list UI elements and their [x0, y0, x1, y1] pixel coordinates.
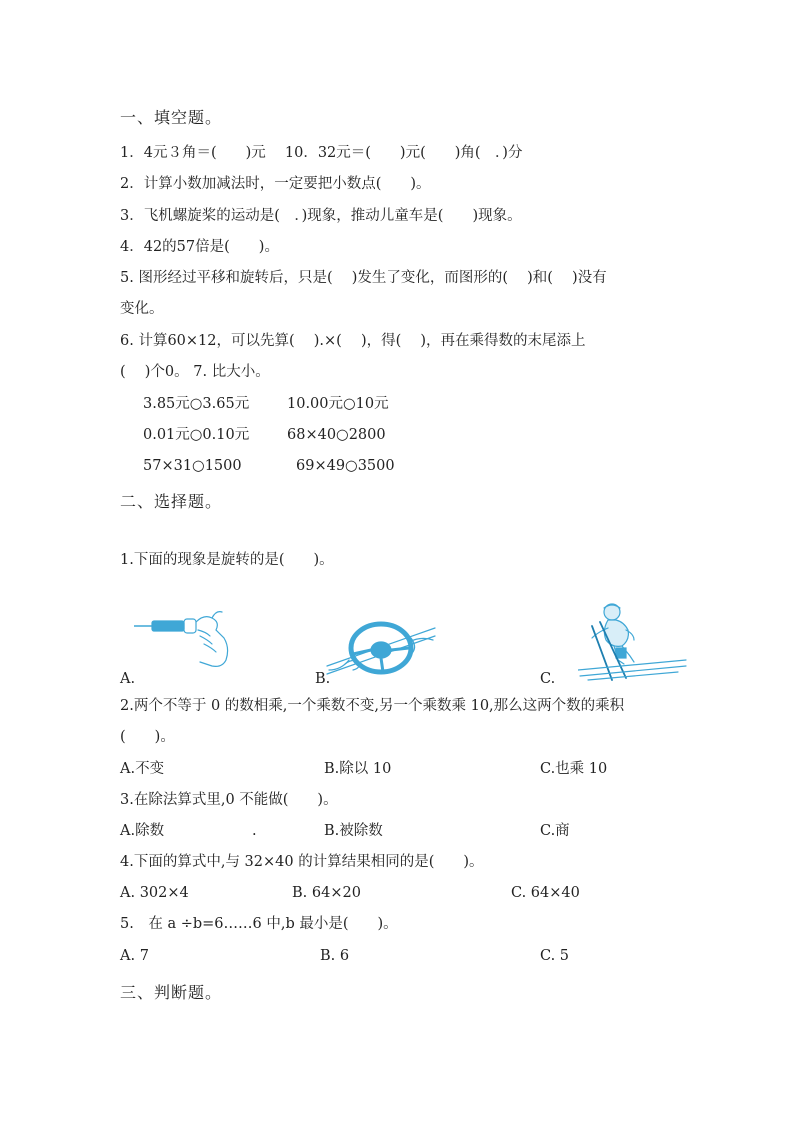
question-2-3-option-a: A.除数	[120, 823, 165, 839]
question-2-5-option-c: C. 5	[540, 948, 570, 964]
question-2-2-line1: 2.两个不等于 0 的数相乘,一个乘数不变,另一个乘数乘 10,那么这两个数的乘积	[120, 698, 625, 714]
compare-row1-right: 10.00元○10元	[287, 396, 389, 412]
compare-row1-left: 3.85元○3.65元	[143, 396, 250, 412]
compare-row3-right: 69×49○3500	[296, 458, 395, 474]
question-1-4: 4．42的57倍是( )。	[120, 239, 279, 255]
question-2-3: 3.在除法算式里,0 不能做( )。	[120, 792, 338, 808]
question-1-5-line1: 5. 图形经过平移和旋转后，只是( )发生了变化，而图形的( )和( )没有	[120, 270, 607, 286]
question-2-4-option-b: B. 64×20	[292, 885, 361, 901]
question-2-2-option-c: C.也乘 10	[540, 761, 608, 777]
picture-b-steering-wheel	[325, 608, 437, 680]
section-title-choice: 二、选择题。	[120, 492, 223, 511]
picture-c-skier	[578, 600, 688, 682]
question-2-4-option-a: A. 302×4	[120, 885, 189, 901]
question-2-1-option-a: A.	[120, 671, 136, 687]
question-1-3: 3．飞机螺旋桨的运动是( ．)现象，推动儿童车是( )现象。	[120, 208, 522, 224]
question-2-1-option-c: C.	[540, 671, 556, 687]
question-2-1-option-b: B.	[315, 671, 331, 687]
compare-row3-left: 57×31○1500	[143, 458, 242, 474]
section-title-fill-blank: 一、填空题。	[120, 108, 223, 127]
question-2-3-option-b: B.被除数	[324, 823, 383, 839]
question-1-5-line2: 变化。	[120, 301, 164, 317]
compare-row2-left: 0.01元○0.10元	[143, 427, 250, 443]
question-2-4: 4.下面的算式中,与 32×40 的计算结果相同的是( )。	[120, 854, 484, 870]
question-2-4-option-c: C. 64×40	[511, 885, 580, 901]
question-2-5-option-b: B. 6	[320, 948, 350, 964]
question-1-2: 2．计算小数加减法时，一定要把小数点( )。	[120, 176, 431, 192]
compare-row2-right: 68×40○2800	[287, 427, 386, 443]
question-2-5: 5. 在 a ÷b=6……6 中,b 最小是( )。	[120, 916, 398, 932]
question-2-2-option-a: A.不变	[120, 761, 165, 777]
question-1-1: 1．4元３角＝( )元 10．32元＝( )元( )角( ．)分	[120, 145, 523, 161]
picture-a-syringe-hand	[134, 600, 236, 670]
section-title-true-false: 三、判断题。	[120, 983, 223, 1002]
question-1-6-line2: ( )个0。 7. 比大小。	[120, 364, 270, 380]
question-2-2-line2: ( )。	[120, 729, 175, 745]
question-2-1: 1.下面的现象是旋转的是( )。	[120, 552, 334, 568]
question-2-5-option-a: A. 7	[120, 948, 149, 964]
question-2-3-option-c: C.商	[540, 823, 570, 839]
stray-dot: .	[252, 823, 257, 839]
question-1-6-line1: 6. 计算60×12，可以先算( ).×( )，得( )，再在乘得数的末尾添上	[120, 333, 586, 349]
question-2-2-option-b: B.除以 10	[324, 761, 392, 777]
